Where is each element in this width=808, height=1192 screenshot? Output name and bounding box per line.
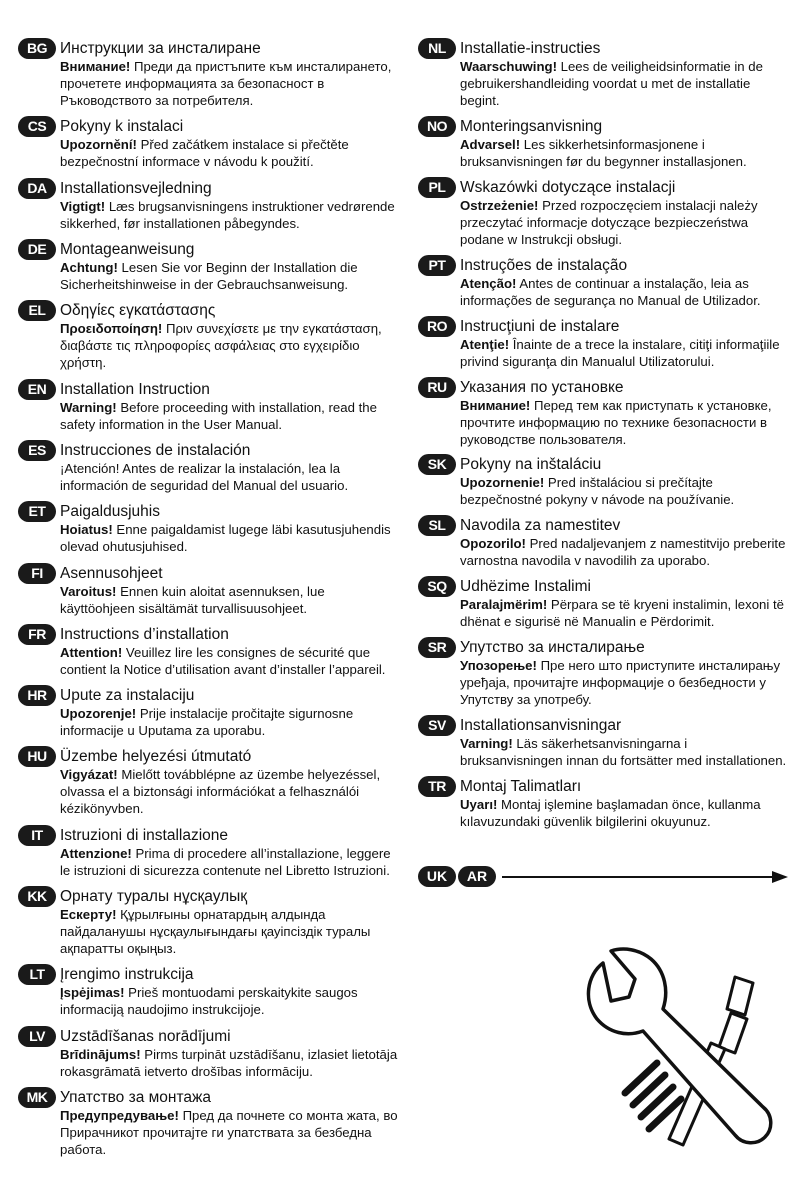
warning-text: Mielőtt továbblépne az üzembe helyezéssel, olvassa el a biztonsági információkat a felhasználói kézikönyvben. [60,767,381,817]
warning-label: Ескерту! [60,907,117,923]
instruction-title: Montaj Talimatları [460,777,582,795]
language-badge-nl: NL [418,38,456,59]
language-badge-de: DE [18,239,56,260]
language-badge-it: IT [18,825,56,846]
instruction-body [460,336,790,370]
instruction-title: Инструкции за инсталиране [60,40,261,57]
warning-text: Prije instalacije pročitajte sigurnosne informacije u Uputama za uporabu. [60,706,354,739]
warning-text: Veuillez lire les consignes de sécurité que contient la Notice d’utilisation avant d’installer l’appareil. [60,644,386,677]
instruction-entry-fi [18,561,398,617]
warning-text: Πριν συνεχίσετε με την εγκατάσταση, διαβάστε τις πληροφορίες ασφάλειας στο εγχειρίδιο χρήστη. [60,321,382,371]
instruction-body [460,136,790,170]
warning-text: Before proceeding with installation, read the safety information in the User Manual. [60,399,377,432]
instruction-body [60,399,398,433]
instruction-body [60,1046,398,1080]
warning-label: Attenzione! [60,845,132,861]
language-badge-hu: HU [18,746,56,767]
warning-text: Antes de continuar a instalação, leia as informações de segurança no Manual de Utilizador. [460,275,761,308]
instruction-entry-pl [418,175,790,248]
warning-text: Läs säkerhetsanvisningarna i bruksanvisningen innan du fortsätter med installationen. [460,736,787,769]
warning-label: Упозорење! [460,658,537,674]
instruction-entry-ru [418,375,790,448]
language-badge-mk: MK [18,1087,56,1108]
warning-label: Upozornění! [60,137,137,153]
instruction-title: Οδηγίες εγκατάστασης [60,302,216,320]
instruction-body [460,535,790,569]
instruction-title: Указания по установке [460,378,624,396]
language-badge-hr: HR [18,685,56,706]
language-badge-el: EL [18,300,56,321]
warning-label: Attention! [60,644,123,660]
warning-label: Uyarı! [460,796,498,812]
instruction-entry-ro [418,314,790,370]
warning-label: Внимание! [60,59,131,74]
wrench-screwdriver-icon [585,945,785,1170]
instruction-entry-hr [18,683,398,739]
instruction-title: Орнату туралы нұсқаулық [60,888,248,906]
warning-label: Advarsel! [460,136,521,152]
language-badge-no: NO [418,116,456,137]
warning-text: Përpara se të kryeni instalimin, lexoni të dhënat e sigurisë në Manualin e Përdorimit. [460,597,784,630]
language-badge-pl: PL [418,177,456,198]
warning-text: Pred nadaljevanjem z namestitvijo preberite varnostna navodila v navodilih za uporabo. [460,536,786,569]
instruction-title: Monteringsanvisning [460,117,603,135]
instruction-entry-mk [18,1085,398,1158]
language-badge-ro: RO [418,316,456,337]
instruction-entry-hu [18,744,398,817]
instruction-entry-de [18,237,398,293]
instruction-body [60,984,398,1018]
warning-label: Varoitus! [60,583,117,599]
instruction-body [460,796,790,830]
instruction-entry-sv [418,713,790,769]
language-badge-sl: SL [418,515,456,536]
instruction-body [460,397,790,448]
language-badge-bg: BG [18,38,56,59]
instruction-body [60,766,398,817]
instruction-entry-sq [418,574,790,630]
instruction-title: Uzstādīšanas norādījumi [60,1027,231,1045]
instruction-title: Instruções de instalação [460,256,628,274]
instruction-body [60,1107,398,1158]
warning-label: Vigtigt! [60,198,106,214]
instruction-title: Istruzioni di installazione [60,826,229,844]
warning-label: Warning! [60,399,117,415]
warning-label: Waarschuwing! [460,59,557,74]
language-badge-da: DA [18,178,56,199]
warning-label: Προειδοποίηση! [60,321,163,337]
instruction-entry-sr [418,635,790,708]
warning-text: Lees de veiligheidsinformatie in de gebruikershandleiding voordat u met de installatie begint. [460,59,763,108]
warning-label: Achtung! [60,259,118,275]
additional-languages-row [418,866,790,892]
warning-text: Преди да пристъпите към инсталирането, прочетете информацията за безопасност в Ръководството за потребителя. [60,59,392,108]
language-badge-lv: LV [18,1026,56,1047]
instruction-title: Instrucţiuni de instalare [460,317,620,335]
instruction-title: Упатство за монтажа [60,1089,211,1106]
language-badge-sk: SK [418,454,456,475]
instruction-entry-it [18,823,398,879]
instruction-body [60,845,398,879]
warning-text: Құрылғыны орнатардың алдында пайдаланушы нұсқаулығындағы қауіпсіздік туралы ақпаратты оқыңыз. [60,907,371,957]
instruction-body [60,644,398,678]
instruction-title: Pokyny k instalaci [60,118,184,136]
warning-label: Opozorilo! [460,536,526,552]
warning-text: Пре него што приступите инсталирању уређаја, прочитајте информације о безбедности у Упутству за употребу. [460,658,781,708]
language-badge-sr: SR [418,637,456,658]
language-badge-lt: LT [18,964,56,985]
instruction-title: Udhëzime Instalimi [460,578,591,596]
warning-text: ¡Atención! Antes de realizar la instalación, lea la información de seguridad del Manual del usuario. [60,460,349,493]
instruction-entry-da [18,176,398,232]
instruction-entry-tr [418,774,790,830]
warning-text: Prima di procedere all’installazione, leggere le istruzioni di sicurezza contenute nel Libretto Istruzioni. [60,845,391,878]
instruction-title: Pokyny na inštaláciu [460,456,602,474]
language-badge-sq: SQ [418,576,456,597]
instruction-title: Įrengimo instrukcija [60,966,194,984]
instruction-entry-lt [18,962,398,1018]
language-badge-cs: CS [18,116,56,137]
left-column [18,36,398,1158]
instruction-body [60,705,398,739]
warning-label: Paralajmërim! [460,597,548,613]
instruction-entry-bg [18,36,398,109]
warning-label: Brīdinājums! [60,1046,141,1062]
instruction-title: Upute za instalaciju [60,687,195,705]
language-badge-et: ET [18,501,56,522]
instruction-body [60,583,398,617]
instruction-title: Instrucciones de instalación [60,441,251,459]
warning-label: Atenţie! [460,336,510,352]
instruction-title: Упутство за инсталирање [460,639,645,657]
right-arrow-icon [502,868,790,886]
instruction-body [460,58,790,109]
instruction-body [60,906,398,957]
warning-text: Przed rozpoczęciem instalacji należy przeczytać informacje dotyczące bezpieczeństwa podane w Instrukcji obsługi. [460,197,758,247]
instruction-entry-cs [18,114,398,170]
warning-text: Před začátkem instalace si přečtěte bezpečnostní informace v návodu k použití. [60,137,349,170]
warning-text: Înainte de a trece la instalare, citiţi informaţiile privind siguranţa din Manualul Utilizatorului. [460,336,780,369]
warning-label: Atenção! [460,275,517,291]
language-badge-ru: RU [418,377,456,398]
right-column [418,36,790,830]
language-badge-sv: SV [418,715,456,736]
language-badge-fi: FI [18,563,56,584]
instruction-body [60,320,398,371]
instruction-body [460,596,790,630]
instruction-title: Navodila za namestitev [460,517,621,535]
warning-text: Prieš montuodami perskaitykite saugos informaciją naudojimo instrukcijoje. [60,985,358,1018]
instruction-entry-sk [418,452,790,508]
language-badge-en: EN [18,379,56,400]
warning-label: Hoiatus! [60,522,113,538]
instruction-body [460,275,790,309]
instruction-title: Paigaldusjuhis [60,503,160,521]
warning-text: Les sikkerhetsinformasjonene i bruksanvisningen før du begynner installasjonen. [460,136,747,169]
warning-text: Перед тем как приступать к установке, прочтите информацию по технике безопасности в руководстве пользователя. [460,397,772,447]
warning-text: Pirms turpināt uzstādīšanu, izlasiet lietotāja rokasgrāmatā ietverto drošības informāciju. [60,1046,398,1079]
instruction-title: Wskazówki dotyczące instalacji [460,178,676,196]
instruction-entry-fr [18,622,398,678]
instruction-body [60,460,398,494]
instruction-title: Asennusohjeet [60,564,163,582]
language-badge-kk: KK [18,886,56,907]
warning-text: Enne paigaldamist lugege läbi kasutusjuhendis olevad ohutusjuhised. [60,522,391,555]
instruction-body [460,474,790,508]
warning-label: Внимание! [460,397,531,413]
warning-text: Montaj işlemine başlamadan önce, kullanma kılavuzundaki güvenlik bilgilerini okuyunuz. [460,796,761,829]
warning-label: Предупредување! [60,1108,179,1123]
warning-text: Læs brugsanvisningens instruktioner vedrørende sikkerhed, før installationen påbegyndes. [60,198,395,231]
instruction-title: Installatie-instructies [460,40,601,57]
warning-text: Lesen Sie vor Beginn der Installation die Sicherheitshinweise in der Gebrauchsanweisung. [60,259,358,292]
instruction-entry-es [18,438,398,494]
instruction-entry-sl [418,513,790,569]
instruction-title: Installationsanvisningar [460,717,622,735]
instruction-body [60,58,398,109]
instruction-title: Üzembe helyezési útmutató [60,748,252,766]
language-badge-es: ES [18,440,56,461]
instruction-body [60,259,398,293]
language-badge-tr: TR [418,776,456,797]
instruction-entry-en [18,377,398,433]
instruction-body [60,136,398,170]
language-badge-ar: AR [458,866,496,887]
instruction-entry-lv [18,1024,398,1080]
instruction-entry-no [418,114,790,170]
instruction-entry-et [18,499,398,555]
instruction-entry-pt [418,253,790,309]
instruction-body [460,657,790,708]
language-badge-uk: UK [418,866,456,887]
instruction-title: Installationsvejledning [60,179,212,197]
instruction-body [60,521,398,555]
instruction-entry-kk [18,884,398,957]
warning-text: Pred inštaláciou si prečítajte bezpečnostné pokyny v návode na používanie. [460,475,735,508]
warning-label: Ostrzeżenie! [460,197,539,213]
language-badge-pt: PT [418,255,456,276]
warning-label: Vigyázat! [60,767,118,783]
warning-text: Пред да почнете со монта жата, во Прирачникот прочитајте ги упатствата за безбедна работа. [60,1108,398,1157]
warning-label: Upozorenje! [60,706,137,722]
instruction-body [60,198,398,232]
instruction-title: Installation Instruction [60,380,210,398]
warning-label: Upozornenie! [460,475,545,491]
instruction-entry-nl [418,36,790,109]
instruction-body [460,735,790,769]
warning-label: Varning! [460,736,513,752]
instruction-title: Montageanweisung [60,240,195,258]
language-badge-fr: FR [18,624,56,645]
warning-text: Ennen kuin aloitat asennuksen, lue käyttöohjeen sisältämät turvallisuusohjeet. [60,583,325,616]
instruction-entry-el [18,298,398,371]
instruction-title: Instructions d’installation [60,625,229,643]
instruction-body [460,197,790,248]
warning-label: Įspėjimas! [60,985,125,1001]
